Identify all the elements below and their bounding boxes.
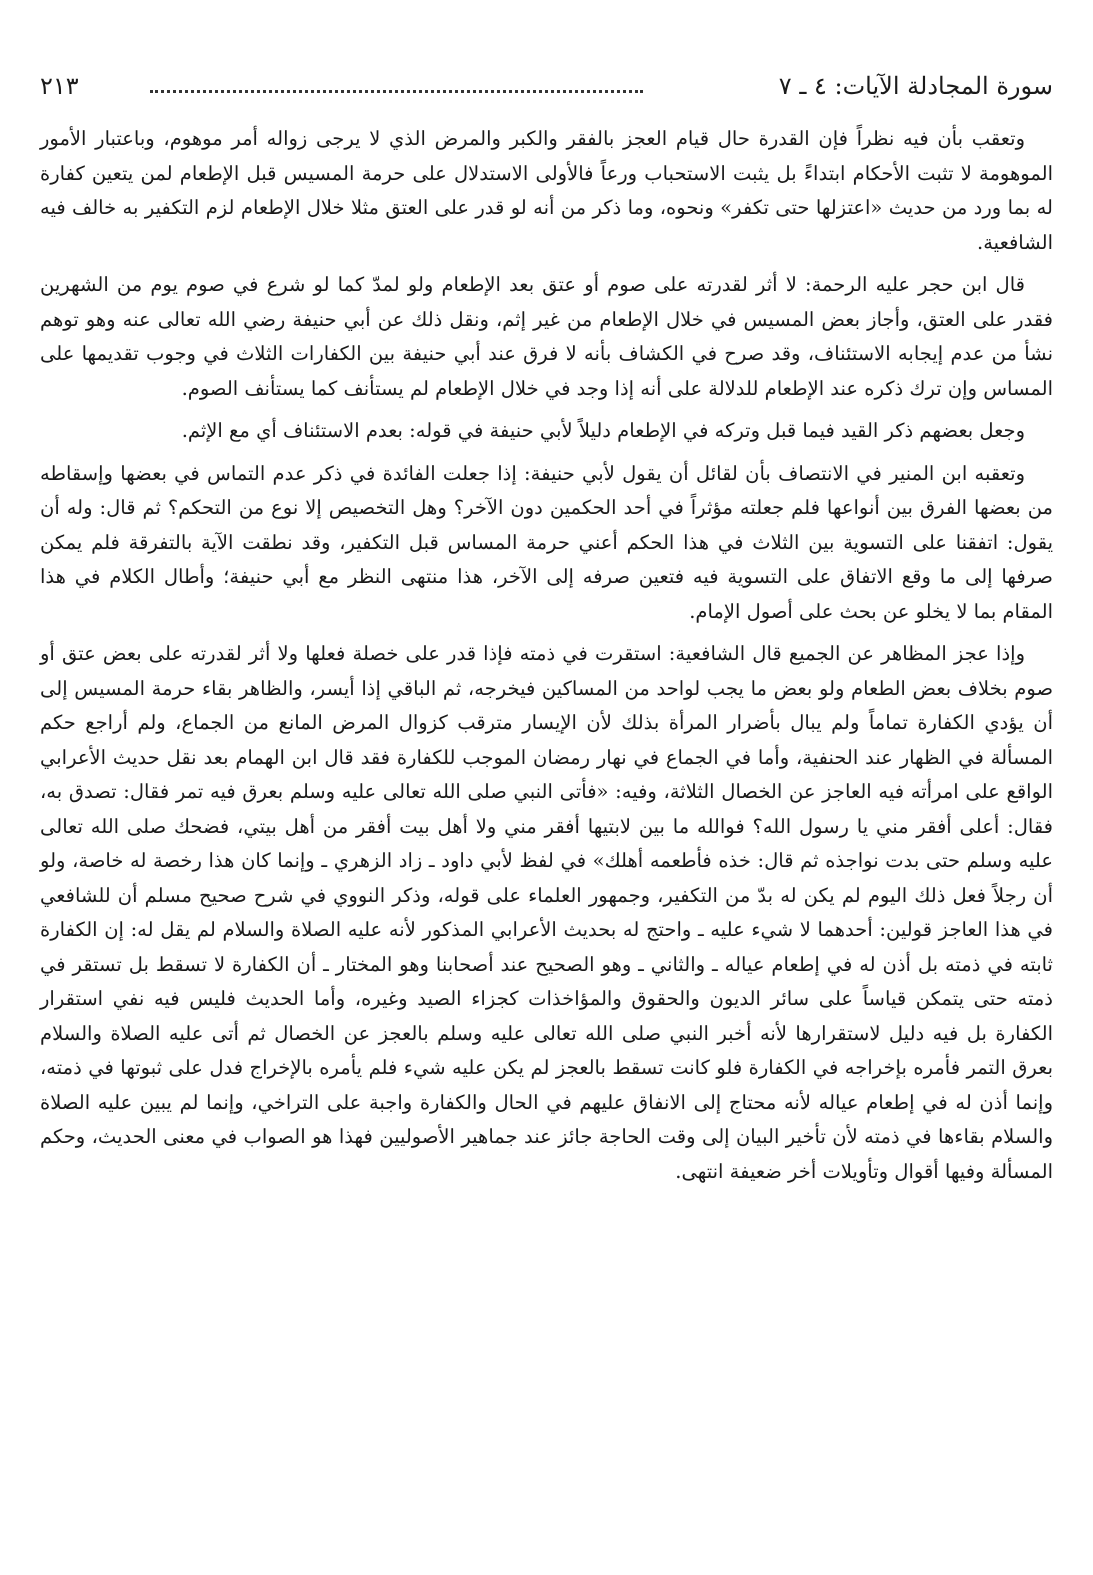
paragraph: وجعل بعضهم ذكر القيد فيما قبل وتركه في الإطعام دليلاً لأبي حنيفة في قوله: بعدم الاستئناف أي مع الإثم. bbox=[181, 419, 1025, 442]
paragraph: وتعقب بأن فيه نظراً فإن القدرة حال قيام العجز بالفقر والكبر والمرض الذي لا يرجى زواله أمر موهوم، وباعتبار الأمور الموهومة لا تثبت الأحكام ابتداءً بل يثبت الاستحباب ورعاً فالأولى الاستدلال على حرمة المسيس قبل الإطعام لمن يتعين كفارة له بما ورد من حديث «اعتزلها حتى تكفر» ونحوه، وما ذكر من أنه لو قدر على العتق مثلا خلال الإطعام لزم التكفير به خالف فيه الشافعية. bbox=[40, 127, 1053, 254]
paragraph: وتعقبه ابن المنير في الانتصاف بأن لقائل أن يقول لأبي حنيفة: إذا جعلت الفائدة في ذكر عدم التماس في بعضها وإسقاطه من بعضها الفرق بين أنواعها فلم جعلته مؤثراً في أحد الحكمين دون الآخر؟ وهل التخصيص إلا نوع من التحكم؟ ثم قال: وله أن يقول: اتفقنا على التسوية بين الثلاث في هذا الحكم أعني حرمة المساس قبل التكفير، وقد نطقت الآية بالتفرقة فلم يمكن صرفها إلى ما وقع الاتفاق على التسوية فيه فتعين صرفه إلى الآخر، هذا منتهى النظر مع أبي حنيفة؛ وأطال الكلام في هذا المقام بما لا يخلو عن بحث على أصول الإمام. bbox=[40, 461, 1053, 623]
page-body bbox=[40, 122, 1053, 1197]
header-dot-leader bbox=[150, 90, 643, 93]
surah-title: سورة المجادلة الآيات: ٤ ـ ٧ bbox=[778, 72, 1053, 100]
paragraph: وإذا عجز المظاهر عن الجميع قال الشافعية: استقرت في ذمته فإذا قدر على خصلة فعلها ولا أثر لقدرته على بعض عتق أو صوم بخلاف بعض الطعام ولو بعض ما يجب لواحد من المساكين فيخرجه، ثم الباقي إذا أيسر، والظاهر بقاء حرمة المسيس إلى أن يؤدي الكفارة تماماً ولم يبال بأضرار المرأة بذلك لأن الإيسار مترقب كزوال المرض المانع من الجماع، ولم أراجع حكم المسألة في الظهار عند الحنفية، وأما في الجماع في نهار رمضان الموجب للكفارة فقد قال ابن الهمام بعد نقل حديث الأعرابي الواقع على امرأته فيه العاجز عن الخصال الثلاثة، وفيه: «فأتى النبي صلى الله تعالى عليه وسلم بعرق فيه تمر فقال: تصدق به، فقال: أعلى أفقر مني يا رسول الله؟ فوالله ما بين لابتيها أفقر مني ولا أهل بيت أفقر من أهل بيتي، فضحك صلى الله تعالى عليه وسلم حتى بدت نواجذه ثم قال: خذه فأطعمه أهلك» في لفظ لأبي داود ـ زاد الزهري ـ وإنما كان هذا رخصة له خاصة، ولو أن رجلاً فعل ذلك اليوم لم يكن له بدّ من التكفير، وجمهور العلماء على قوله، وذكر النووي في شرح صحيح مسلم أن للشافعي في هذا العاجز قولين: أحدهما لا شيء عليه ـ واحتج له بحديث الأعرابي المذكور لأنه عليه الصلاة والسلام لم يقل له: إن الكفارة ثابته في ذمته بل أذن له في إطعام عياله ـ والثاني ـ وهو الصحيح عند أصحابنا وهو المختار ـ أن الكفارة لا تسقط بل تستقر في ذمته حتى يتمكن قياساً على سائر الديون والحقوق والمؤاخذات كجزاء الصيد وغيره، وأما الحديث فليس فيه نفي استقرار الكفارة بل فيه دليل لاستقرارها لأنه أخبر النبي صلى الله تعالى عليه وسلم بالعجز عن الخصال ثم أتى عليه الصلاة والسلام بعرق التمر فأمره بإخراجه في الكفارة فلو كانت تسقط بالعجز لم يكن عليه شيء فلم يأمره بالإخراج فدل على ثبوتها في ذمته، وإنما أذن له في إطعام عياله لأنه محتاج إلى الانفاق عليهم في الحال والكفارة واجبة على التراخي، وإنما لم يبين عليه الصلاة والسلام بقاءها في ذمته لأن تأخير البيان إلى وقت الحاجة جائز عند جماهير الأصوليين فهذا هو الصواب في معنى الحديث، وحكم المسألة وفيها أقوال وتأويلات أخر ضعيفة انتهى. bbox=[40, 642, 1053, 1183]
paragraph: قال ابن حجر عليه الرحمة: لا أثر لقدرته على صوم أو عتق بعد الإطعام ولو لمدّ كما لو شرع في صوم يوم من الشهرين فقدر على العتق، وأجاز بعض المسيس في خلال الإطعام من غير إثم، ونقل ذلك عن أبي حنيفة رضي الله تعالى عنه وهو توهم نشأ من عدم إيجابه الاستئناف، وقد صرح في الكشاف بأنه لا فرق عند أبي حنيفة بين الكفارات الثلاث في وجوب تقديمها على المساس وإن ترك ذكره عند الإطعام للدلالة على أنه إذا وجد في خلال الإطعام لم يستأنف كما يستأنف الصوم. bbox=[40, 273, 1053, 400]
page-header bbox=[40, 60, 1053, 112]
page-number: ٢١٣ bbox=[40, 72, 79, 100]
